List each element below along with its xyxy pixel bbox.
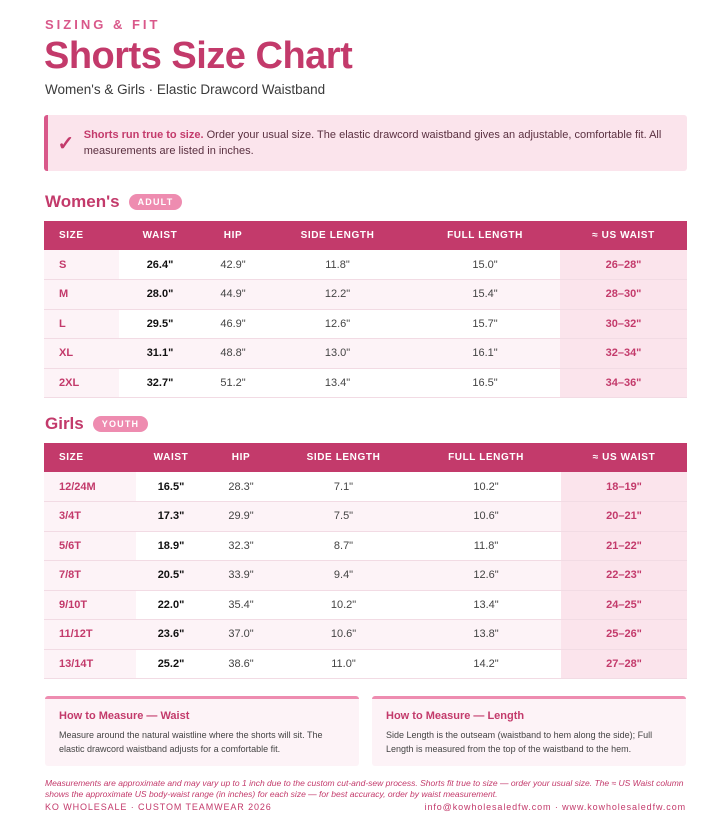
girls-heading: Girls (45, 414, 84, 433)
size-cell: S (44, 250, 119, 280)
callout-text (84, 127, 687, 160)
us-waist-cell: 18–19" (561, 472, 687, 502)
size-cell: 7/8T (44, 561, 136, 591)
side-length-cell: 9.4" (276, 561, 411, 591)
hip-cell: 35.4" (206, 590, 276, 620)
side-length-cell: 11.8" (265, 250, 410, 280)
waist-cell: 25.2" (136, 649, 206, 679)
table-row (44, 280, 687, 310)
table-row (44, 368, 687, 398)
footer-company: KO WHOLESALE · CUSTOM TEAMWEAR 2026 (45, 802, 272, 812)
measure-waist-body: Measure around the natural waistline where the shorts will sit. The elastic drawcord waistband adjusts for a comfortable fit. (59, 730, 323, 754)
size-cell: 13/14T (44, 649, 136, 679)
full-length-cell: 14.2" (411, 649, 561, 679)
column-header-side-length: SIDE LENGTH (276, 443, 411, 472)
column-header-hip: HIP (206, 443, 276, 472)
waist-cell: 20.5" (136, 561, 206, 591)
side-length-cell: 10.2" (276, 590, 411, 620)
page-subtitle: Women's & Girls · Elastic Drawcord Waistband (45, 82, 326, 97)
table-row (44, 250, 687, 280)
table-row (44, 339, 687, 369)
side-length-cell: 8.7" (276, 531, 411, 561)
hip-cell: 38.6" (206, 649, 276, 679)
column-header-full-length: FULL LENGTH (411, 443, 561, 472)
check-icon: ✓ (57, 132, 75, 155)
full-length-cell: 12.6" (411, 561, 561, 591)
hip-cell: 51.2" (201, 368, 265, 398)
youth-badge: YOUTH (93, 416, 149, 432)
table-row (44, 620, 687, 650)
size-cell: 3/4T (44, 502, 136, 532)
column-header-hip: HIP (201, 221, 265, 250)
side-length-cell: 12.6" (265, 309, 410, 339)
side-length-cell: 10.6" (276, 620, 411, 650)
us-waist-cell: 30–32" (560, 309, 687, 339)
size-cell: 2XL (44, 368, 119, 398)
us-waist-cell: 25–26" (561, 620, 687, 650)
table-row (44, 561, 687, 591)
full-length-cell: 16.5" (410, 368, 560, 398)
column-header-waist: WAIST (119, 221, 201, 250)
waist-cell: 23.6" (136, 620, 206, 650)
measure-length-body: Side Length is the outseam (waistband to hem along the side); Full Length is measured from the top of the waistband to the hem. (386, 730, 653, 754)
waist-cell: 18.9" (136, 531, 206, 561)
table-row (44, 590, 687, 620)
hip-cell: 42.9" (201, 250, 265, 280)
waist-cell: 29.5" (119, 309, 201, 339)
measure-length-card (372, 696, 686, 766)
hip-cell: 32.3" (206, 531, 276, 561)
full-length-cell: 11.8" (411, 531, 561, 561)
waist-cell: 22.0" (136, 590, 206, 620)
column-header-size: SIZE (44, 221, 119, 250)
girls-size-table (44, 443, 687, 679)
side-length-cell: 7.1" (276, 472, 411, 502)
side-length-cell: 12.2" (265, 280, 410, 310)
measure-waist-title: How to Measure — Waist (59, 710, 190, 722)
hip-cell: 33.9" (206, 561, 276, 591)
us-waist-cell: 26–28" (560, 250, 687, 280)
hip-cell: 37.0" (206, 620, 276, 650)
side-length-cell: 13.0" (265, 339, 410, 369)
us-waist-cell: 27–28" (561, 649, 687, 679)
full-length-cell: 10.2" (411, 472, 561, 502)
waist-cell: 17.3" (136, 502, 206, 532)
waist-cell: 26.4" (119, 250, 201, 280)
waist-cell: 31.1" (119, 339, 201, 369)
us-waist-cell: 28–30" (560, 280, 687, 310)
womens-section-header (45, 192, 182, 212)
hip-cell: 46.9" (201, 309, 265, 339)
waist-cell: 16.5" (136, 472, 206, 502)
column-header-us-waist: ≈ US WAIST (560, 221, 687, 250)
disclaimer-note: Measurements are approximate and may vary up to 1 inch due to the custom cut-and-sew process. Shorts fit true to size — order your usual size. The ≈ US Waist column shows the approximate US body-waist range (in inches) for each size — for best accuracy, order by waist measurement. (45, 778, 684, 799)
us-waist-cell: 22–23" (561, 561, 687, 591)
us-waist-cell: 34–36" (560, 368, 687, 398)
column-header-side-length: SIDE LENGTH (265, 221, 410, 250)
girls-section-header (45, 414, 148, 434)
hip-cell: 44.9" (201, 280, 265, 310)
table-row (44, 309, 687, 339)
size-cell: 12/24M (44, 472, 136, 502)
size-cell: XL (44, 339, 119, 369)
womens-size-table (44, 221, 687, 398)
size-cell: M (44, 280, 119, 310)
callout-bold: Shorts run true to size. (83, 128, 204, 141)
adult-badge: ADULT (129, 194, 183, 210)
page-title: Shorts Size Chart (44, 35, 353, 77)
fit-callout (44, 115, 687, 171)
hip-cell: 29.9" (206, 502, 276, 532)
column-header-size: SIZE (44, 443, 136, 472)
measure-length-title: How to Measure — Length (386, 710, 525, 722)
page-footer (45, 802, 686, 812)
column-header-full-length: FULL LENGTH (410, 221, 560, 250)
hip-cell: 48.8" (201, 339, 265, 369)
callout-body: Order your usual size. The elastic drawcord waistband gives an adjustable, comfortable fit. All measurements are listed in inches. (83, 128, 662, 157)
table-row (44, 649, 687, 679)
table-row (44, 502, 687, 532)
size-cell: 11/12T (44, 620, 136, 650)
size-cell: L (44, 309, 119, 339)
waist-cell: 28.0" (119, 280, 201, 310)
full-length-cell: 15.7" (410, 309, 560, 339)
full-length-cell: 16.1" (410, 339, 560, 369)
side-length-cell: 11.0" (276, 649, 411, 679)
table-header-row (44, 443, 687, 472)
hip-cell: 28.3" (206, 472, 276, 502)
footer-contact: info@kowholesaledfw.com · www.kowholesaledfw.com (424, 802, 686, 812)
table-row (44, 531, 687, 561)
size-cell: 5/6T (44, 531, 136, 561)
full-length-cell: 10.6" (411, 502, 561, 532)
full-length-cell: 13.8" (411, 620, 561, 650)
side-length-cell: 7.5" (276, 502, 411, 532)
us-waist-cell: 20–21" (561, 502, 687, 532)
full-length-cell: 13.4" (411, 590, 561, 620)
us-waist-cell: 21–22" (561, 531, 687, 561)
full-length-cell: 15.0" (410, 250, 560, 280)
waist-cell: 32.7" (119, 368, 201, 398)
side-length-cell: 13.4" (265, 368, 410, 398)
table-header-row (44, 221, 687, 250)
column-header-waist: WAIST (136, 443, 206, 472)
column-header-us-waist: ≈ US WAIST (561, 443, 687, 472)
womens-heading: Women's (45, 192, 120, 211)
measure-waist-card (45, 696, 359, 766)
table-row (44, 472, 687, 502)
us-waist-cell: 24–25" (561, 590, 687, 620)
full-length-cell: 15.4" (410, 280, 560, 310)
us-waist-cell: 32–34" (560, 339, 687, 369)
size-cell: 9/10T (44, 590, 136, 620)
eyebrow-label: SIZING & FIT (45, 17, 161, 32)
